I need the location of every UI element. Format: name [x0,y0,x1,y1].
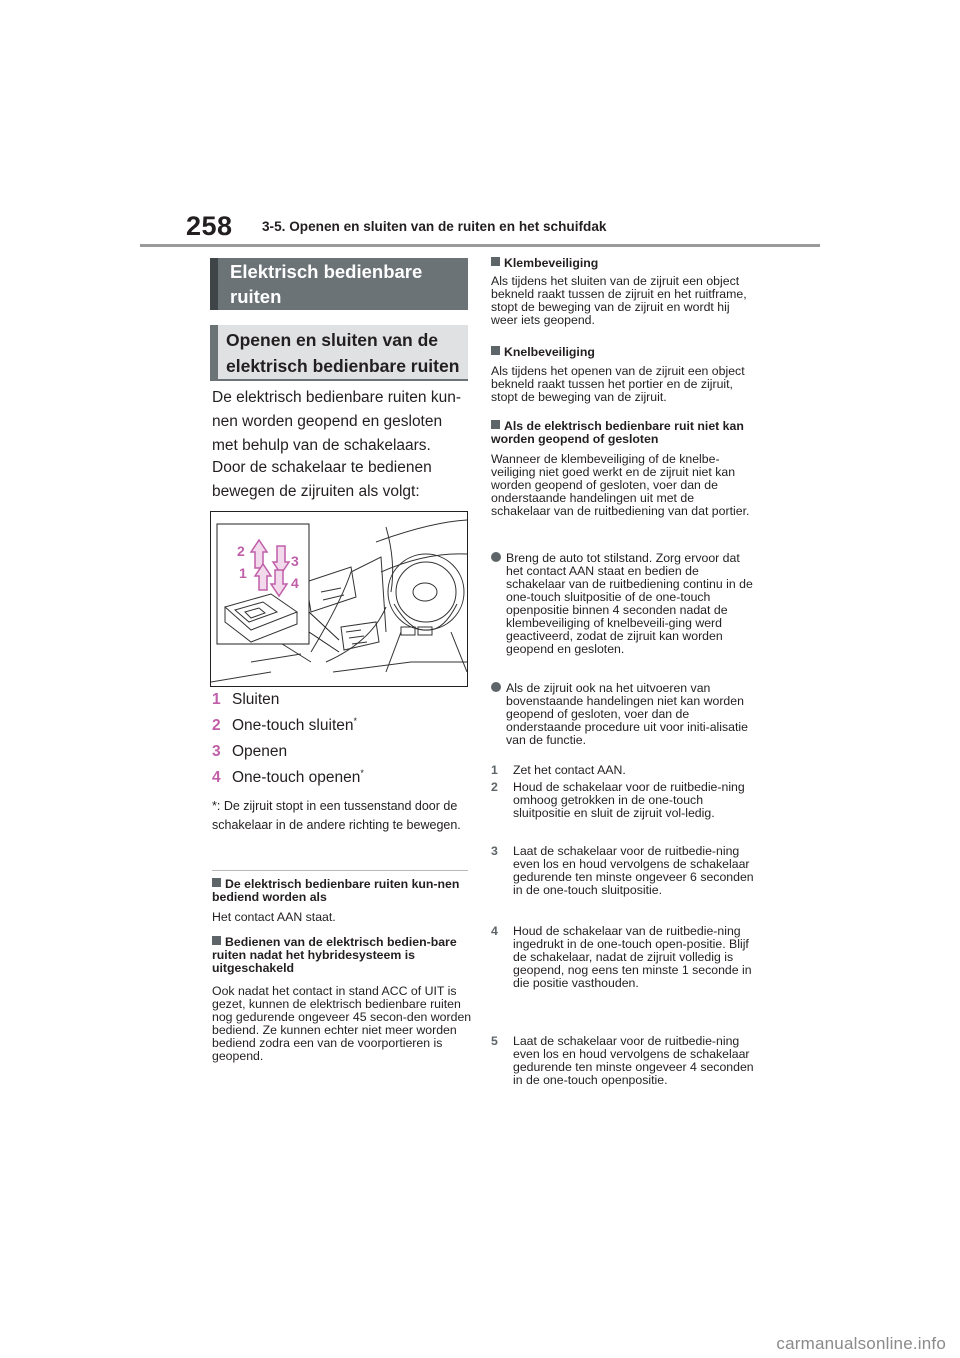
step-text: Houd de schakelaar van de ruitbedie-ning ingedrukt in de one-touch open-positie. Blijf de schakelaar, nadat de zijruit volledig is geopend, nog eens ten minste 1 seconde in die positie vasthouden. [513,924,752,990]
main-section-banner [210,258,468,310]
asterisk-mark: * [360,767,364,778]
figure-label-1: 1 [239,565,247,581]
intro-paragraph-1: De elektrisch bedienbare ruiten kun-nen worden geopend en gesloten met behulp van de schakelaars. [212,389,461,454]
square-bullet-icon [212,878,221,887]
square-bullet-icon [491,346,500,355]
footnote-marker: *: [212,799,221,813]
legend-number: 1 [212,691,221,708]
heading-catch-protection: Knelbeveiliging [491,346,753,359]
body-after-shutdown: Ook nadat het contact in stand ACC of UIT is gezet, kunnen de elektrisch bedienbare ruiten nog gedurende ongeveer 45 secon-den worden bediend. Ze kunnen echter niet meer worden bediend zodra een van de voorportieren is geopend. [212,984,472,1063]
window-switch-illustration [210,511,468,687]
legend-item-open [212,742,287,762]
body-catch-protection: Als tijdens het openen van de zijruit een object bekneld raakt tussen het portier en de zijruit, stopt de beweging van de zijruit. [491,364,745,404]
sub-section-banner [210,325,468,381]
page-number: 258 [186,211,233,241]
figure-label-4: 4 [291,575,299,591]
legend-item-one-touch-open [212,768,364,788]
heading-jam-protection: Klembeveiliging [491,257,753,270]
step-text: Laat de schakelaar voor de ruitbedie-ning even los en houd vervolgens de schakelaar gedurende ten minste ongeveer 4 seconden in de one-touch openpositie. [513,1034,754,1087]
step-item [491,925,755,990]
body-jam-protection: Als tijdens het sluiten van de zijruit een object bekneld raakt tussen de zijruit en het ruitframe, stopt de beweging van de zijruit en wordt hij weer iets geopend. [491,274,747,327]
sub-section-title: Openen en sluiten van de elektrisch bedienbare ruiten [226,330,460,376]
bullet-item: Breng de auto tot stilstand. Zorg ervoor dat het contact AAN staat en bedien de schakelaar van de ruitbediening continu in de one-touch sluitpositie of de one-touch openpositie binnen 4 seconden nadat de klembeveiliging of knelbeveili-ging werd geactiveerd, zodat de zijruit kan worden geopend en gesloten. [491,552,755,656]
square-bullet-icon [491,420,500,429]
figure-label-2: 2 [237,543,245,559]
legend-number: 3 [212,743,221,760]
footnote-text: De zijruit stopt in een tussenstand door de schakelaar in de andere richting te bewegen. [212,799,461,832]
step-text: Zet het contact AAN. [513,763,626,777]
heading-window-not-operable: Als de elektrisch bedienbare ruit niet kan worden geopend of gesloten [491,419,744,446]
footnote [212,797,472,835]
step-number: 4 [491,924,498,938]
legend-number: 4 [212,769,221,786]
main-section-title: Elektrisch bedienbare ruiten [230,261,423,307]
body-operable-conditions: Het contact AAN staat. [212,910,336,924]
step-number: 2 [491,780,498,794]
legend-item-close [212,690,279,710]
step-item [491,1035,755,1087]
legend-text: One-touch openen [232,769,361,786]
watermark: carmanualsonline.info [776,1334,946,1353]
legend-text: One-touch sluiten [232,717,354,734]
round-bullet-icon [491,552,501,562]
heading-operable-conditions: De elektrisch bedienbare ruiten kun-nen bediend worden als [212,877,460,904]
step-item [491,845,755,897]
step-text: Laat de schakelaar voor de ruitbedie-ning even los en houd vervolgens de schakelaar gedurende ten minste ongeveer 6 seconden in de one-touch sluitpositie. [513,844,754,897]
legend-item-one-touch-close [212,716,357,736]
header-divider [140,244,820,247]
step-number: 3 [491,844,498,858]
step-item [491,764,755,777]
square-bullet-icon [491,257,500,266]
step-number: 5 [491,1034,498,1048]
step-text: Houd de schakelaar voor de ruitbedie-ning omhoog getrokken in de one-touch sluitpositie en sluit de zijruit vol-ledig. [513,780,745,820]
legend-number: 2 [212,717,221,734]
bullet-item: Als de zijruit ook na het uitvoeren van bovenstaande handelingen niet kan worden geopend of gesloten, voer dan de onderstaande procedure uit voor initi-alisatie van de functie. [491,682,755,747]
step-number: 1 [491,763,498,777]
heading-after-shutdown: Bedienen van de elektrisch bedien-bare ruiten nadat het hybridesysteem is uitgeschakeld [212,935,457,975]
car-interior-drawing [211,512,467,686]
section-title: 3-5. Openen en sluiten van de ruiten en het schuifdak [262,219,607,234]
asterisk-mark: * [353,715,358,726]
square-bullet-icon [212,936,221,945]
footnote-divider [212,870,468,871]
body-window-not-operable: Wanneer de klembeveiliging of de knelbe-veiliging niet goed werkt en de zijruit niet kan worden geopend of gesloten, voer dan de onderstaande handelingen uit met de schakelaar van de ruitbediening van dat portier. [491,452,750,518]
step-item [491,781,755,820]
figure-label-3: 3 [291,553,299,569]
legend-text: Sluiten [232,691,280,708]
intro-paragraph-2: Door de schakelaar te bedienen bewegen de zijruiten als volgt: [212,459,432,500]
legend-text: Openen [232,743,288,760]
round-bullet-icon [491,682,501,692]
